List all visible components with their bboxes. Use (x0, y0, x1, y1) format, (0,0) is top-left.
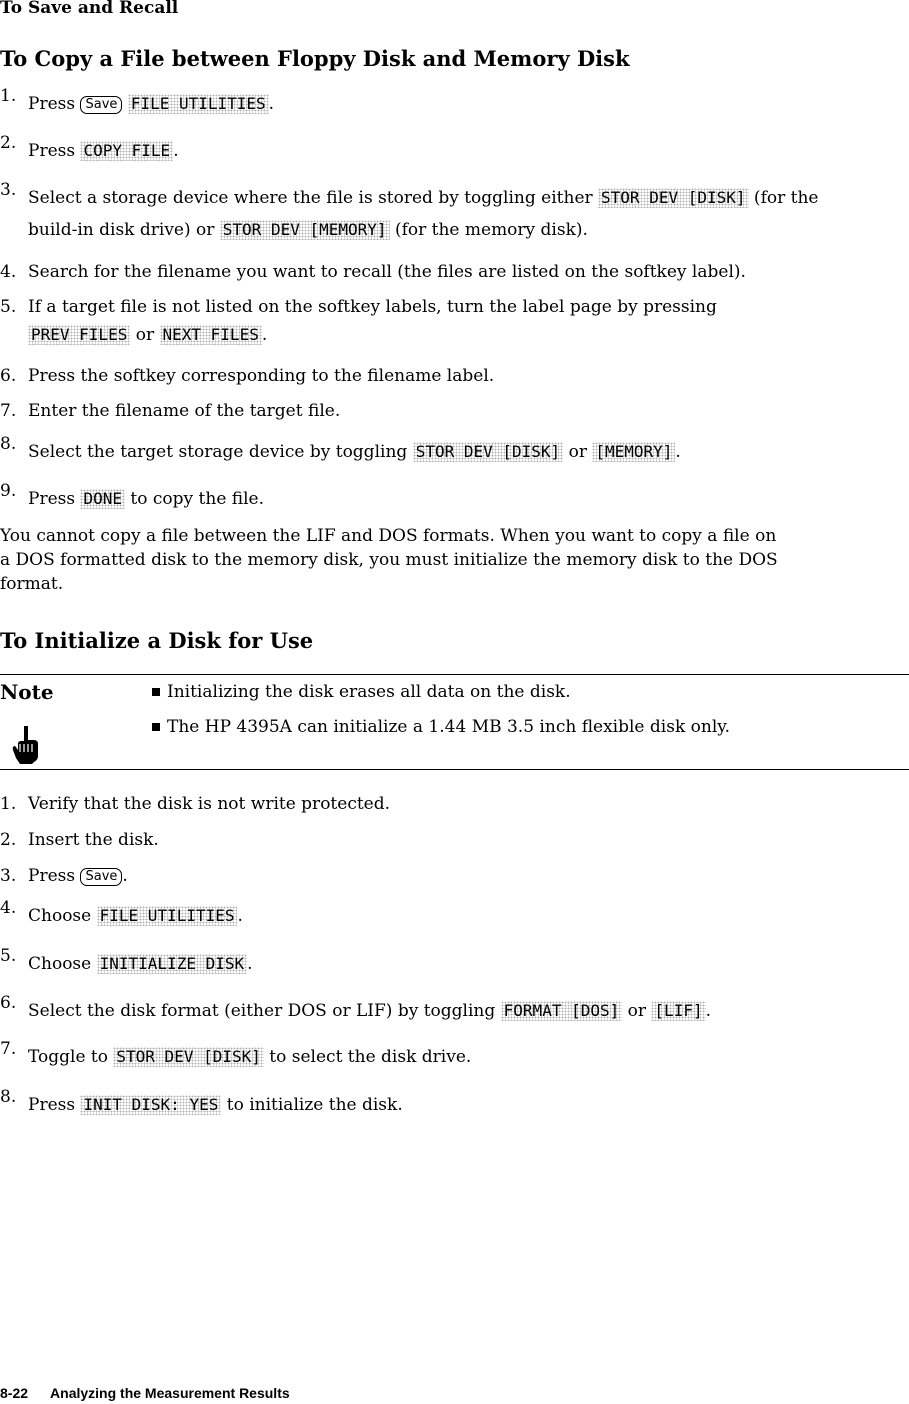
step-number: 4. (0, 898, 17, 918)
step-text: build-in disk drive) or (28, 220, 220, 240)
softkey-next-files[interactable]: NEXT FILES (160, 325, 262, 345)
step-number: 1. (0, 794, 17, 814)
bullet-square-icon (152, 723, 160, 731)
running-head: To Save and Recall (0, 0, 179, 18)
step-number: 7. (0, 401, 17, 421)
pointing-hand-icon (10, 724, 42, 766)
step-text: Choose (28, 906, 97, 926)
step-text: Select the target storage device by toggling (28, 442, 413, 462)
save-hardkey[interactable]: Save (80, 868, 122, 886)
section-title-copy-file: To Copy a File between Floppy Disk and Memory Disk (0, 46, 630, 71)
step-number: 8. (0, 434, 17, 454)
step-text: Select the disk format (either DOS or LIF) by toggling (28, 1001, 501, 1021)
softkey-memory[interactable]: [MEMORY] (592, 442, 675, 462)
step-text: Choose (28, 954, 97, 974)
softkey-file-utilities[interactable]: FILE UTILITIES (97, 906, 238, 926)
softkey-prev-files[interactable]: PREV FILES (28, 325, 130, 345)
softkey-stor-dev-disk[interactable]: STOR DEV [DISK] (598, 188, 749, 208)
step-text: Enter the filename of the target file. (28, 401, 341, 421)
step-number: 2. (0, 830, 17, 850)
softkey-copy-file[interactable]: COPY FILE (80, 141, 173, 161)
step-text: Search for the filename you want to recall (the files are listed on the softkey label). (28, 262, 746, 282)
step-text: Press (28, 866, 81, 886)
softkey-initialize-disk[interactable]: INITIALIZE DISK (97, 954, 248, 974)
bullet-square-icon (152, 688, 160, 696)
step-number: 3. (0, 180, 17, 200)
step-number: 5. (0, 297, 17, 317)
step-text: If a target file is not listed on the softkey labels, turn the label page by pressing (28, 297, 717, 317)
paragraph-lif-dos: You cannot copy a file between the LIF and DOS formats. When you want to copy a file on a DOS formatted disk to the memory disk, you must initialize the memory disk to the DOS format. (0, 526, 778, 594)
step-number: 5. (0, 946, 17, 966)
step-text: Press (28, 489, 81, 509)
softkey-stor-dev-disk[interactable]: STOR DEV [DISK] (113, 1047, 264, 1067)
step-number: 6. (0, 993, 17, 1013)
step-number: 8. (0, 1087, 17, 1107)
footer-title: Analyzing the Measurement Results (50, 1385, 290, 1401)
step-number: 6. (0, 366, 17, 386)
step-text: Toggle to (28, 1047, 114, 1067)
section-title-initialize-disk: To Initialize a Disk for Use (0, 628, 314, 653)
softkey-stor-dev-disk[interactable]: STOR DEV [DISK] (413, 442, 564, 462)
note-bottom-rule (0, 769, 909, 770)
softkey-format-dos[interactable]: FORMAT [DOS] (501, 1001, 623, 1021)
step-text: Press (28, 94, 81, 114)
step-text: Verify that the disk is not write protected. (28, 794, 391, 814)
step-number: 1. (0, 86, 17, 106)
note-label: Note (0, 680, 54, 704)
page-footer (0, 1385, 290, 1401)
step-text: Insert the disk. (28, 830, 159, 850)
step-number: 7. (0, 1039, 17, 1059)
note-top-rule (0, 674, 909, 675)
softkey-init-disk-yes[interactable]: INIT DISK: YES (80, 1095, 221, 1115)
step-text: Press (28, 141, 81, 161)
softkey-lif[interactable]: [LIF] (651, 1001, 705, 1021)
step-number: 4. (0, 262, 17, 282)
softkey-file-utilities[interactable]: FILE UTILITIES (128, 94, 269, 114)
page-number: 8-22 (0, 1385, 29, 1401)
step-text: Press the softkey corresponding to the filename label. (28, 366, 495, 386)
step-number: 3. (0, 866, 17, 886)
softkey-stor-dev-memory[interactable]: STOR DEV [MEMORY] (220, 220, 390, 240)
step-text: Select a storage device where the file is stored by toggling either (28, 188, 599, 208)
note-item: The HP 4395A can initialize a 1.44 MB 3.5 inch flexible disk only. (152, 717, 730, 737)
step-number: 9. (0, 481, 17, 501)
note-item: Initializing the disk erases all data on the disk. (152, 682, 571, 702)
softkey-done[interactable]: DONE (80, 489, 125, 509)
step-text: Press (28, 1095, 81, 1115)
step-number: 2. (0, 133, 17, 153)
save-hardkey[interactable]: Save (80, 96, 122, 114)
